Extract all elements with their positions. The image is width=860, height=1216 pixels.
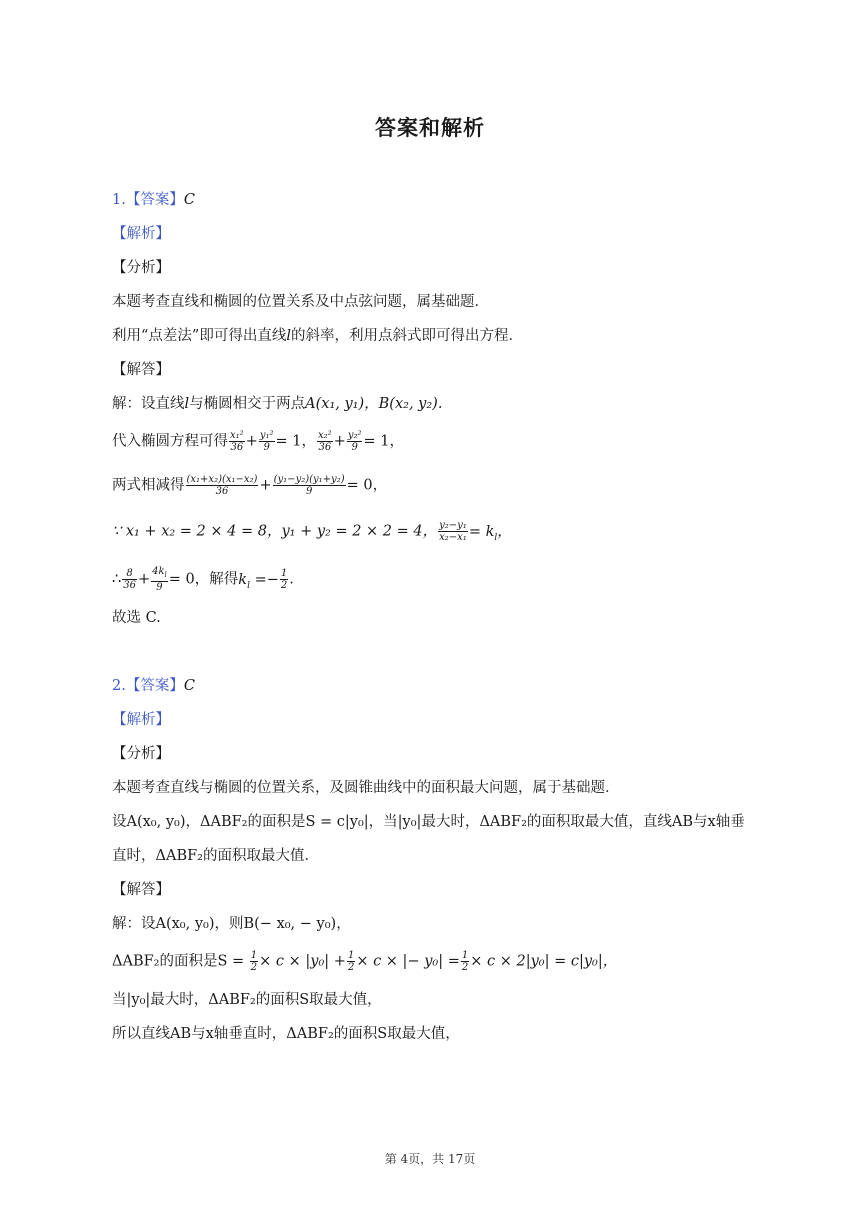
q1-jieda-heading: 【解答】 (112, 362, 170, 378)
q1-solution-3: 两式相减得 $\frac{\text{(x₁+x₂)(x₁−x₂)}}{36}$ + $\frac{\text{(y₁−y₂)(y₁+y₂)}}{9}$ = 0， (112, 474, 388, 497)
fraction: $\frac{1}{2}$ (280, 568, 288, 591)
q1-solution-2: 代入椭圆方程可得 $\frac{\text{x₁²}}{36}$ + $\frac{\text{y₁²}}{9}$ = 1， $\frac{\text{x₂²}}{36}$ + $\frac{\text{y₂²}}{9}$ = 1， (112, 430, 404, 453)
q1-s4-a: ∵ x₁ + x₂ = 2 × 4 = 8，y₁ + y₂ = 2 × 2 = 4， (112, 523, 438, 540)
q2-answer-value: C (183, 678, 195, 694)
q2-analysis-1: 本题考查直线与椭圆的位置关系，及圆锥曲线中的面积最大问题，属于基础题． (112, 780, 620, 796)
fraction: $\frac{\text{(y₁−y₂)(y₁+y₂)}}{9}$ (273, 474, 345, 497)
q1-s1-var: l (184, 396, 190, 412)
q1-analysis-2-b: 的斜率，利用点斜式即可得出方程． (290, 328, 523, 344)
q1-analysis-1: 本题考查直线和椭圆的位置关系及中点弦问题，属基础题． (112, 294, 489, 310)
q2-analysis-3: 直时，ΔABF₂的面积取最大值． (112, 848, 319, 864)
fraction: $\frac{4k_l}{9}$ (152, 566, 167, 593)
fraction: $\frac{\text{y₂²}}{9}$ (347, 430, 362, 453)
q1-answer-heading (112, 190, 195, 210)
q1-solution-5: ∴ $\frac{8}{36}$ + $\frac{4k_l}{9}$ = 0，解得$k_l$ =− $\frac{1}{2}$ . (112, 566, 294, 593)
q2-jiexi-heading: 【解析】 (112, 712, 170, 728)
q1-s1-c: A(x₁, y₁)，B(x₂, y₂). (305, 396, 443, 412)
q2-jieda-heading: 【解答】 (112, 882, 170, 898)
q1-jiexi-heading: 【解析】 (112, 226, 170, 242)
q1-s2-a: 代入椭圆方程可得 (112, 433, 228, 450)
q1-s1-a: 解：设直线 (112, 396, 185, 412)
q2-s2-a: ΔABF₂的面积是S = (112, 953, 245, 970)
q1-solution-1 (112, 394, 442, 414)
q1-s5-a: ∴ (112, 571, 122, 588)
fraction: $\frac{\text{y₁²}}{9}$ (259, 430, 274, 453)
q2-answer-label: 2.【答案】 (112, 678, 184, 694)
fraction: $\frac{\text{y₂−y₁}}{\text{x₂−x₁}}$ (439, 520, 467, 543)
q1-s1-b: 与椭圆相交于两点 (189, 396, 306, 412)
q1-analysis-2-var: l (286, 328, 291, 344)
q1-s3-a: 两式相减得 (112, 477, 185, 494)
q1-solution-6: 故选 C. (112, 610, 161, 626)
q2-solution-1: 解：设A(x₀, y₀)，则B(− x₀, − y₀)， (112, 916, 351, 932)
page-footer: 第 4页，共 17页 (384, 1152, 476, 1166)
q1-s5-b: 解得 (209, 571, 239, 588)
q1-analysis-2-a: 利用“点差法”即可得出直线 (112, 328, 287, 344)
fraction: $\frac{1}{2}$ (461, 950, 469, 973)
fraction: $\frac{1}{2}$ (347, 950, 355, 973)
fraction: $\frac{1}{2}$ (250, 950, 258, 973)
fraction: $\frac{\text{(x₁+x₂)(x₁−x₂)}}{36}$ (186, 474, 258, 497)
fraction: $\frac{\text{x₂²}}{36}$ (317, 430, 332, 453)
fraction: $\frac{8}{36}$ (123, 568, 136, 591)
q2-solution-3: 当|y₀|最大时，ΔABF₂的面积S取最大值， (112, 992, 382, 1008)
q1-fenxi-heading: 【分析】 (112, 260, 170, 276)
q2-analysis-2: 设A(x₀, y₀)，ΔABF₂的面积是S = c|y₀|，当|y₀|最大时，ΔABF₂的面积取最大值，直线AB与x轴垂 (112, 814, 745, 830)
q1-answer-value: C (183, 192, 195, 208)
q2-solution-4: 所以直线AB与x轴垂直时，ΔABF₂的面积S取最大值， (112, 1026, 460, 1042)
q1-analysis-2 (112, 326, 523, 346)
q2-fenxi-heading: 【分析】 (112, 746, 170, 762)
q1-answer-label: 1.【答案】 (112, 192, 184, 208)
q2-solution-2: ΔABF₂的面积是S = $\frac{1}{2}$ × c × |y₀| + $\frac{1}{2}$ × c × |− y₀| = $\frac{1}{2}$ × c × 2|y₀| = c|y₀|， (112, 950, 618, 973)
q1-solution-4: ∵ x₁ + x₂ = 2 × 4 = 8，y₁ + y₂ = 2 × 2 = 4， $\frac{\text{y₂−y₁}}{\text{x₂−x₁}}$ = $k_l$， (112, 520, 512, 543)
fraction: $\frac{\text{x₁²}}{36}$ (230, 430, 244, 453)
page-title: 答案和解析 (375, 116, 485, 140)
q2-answer-heading (112, 676, 195, 696)
